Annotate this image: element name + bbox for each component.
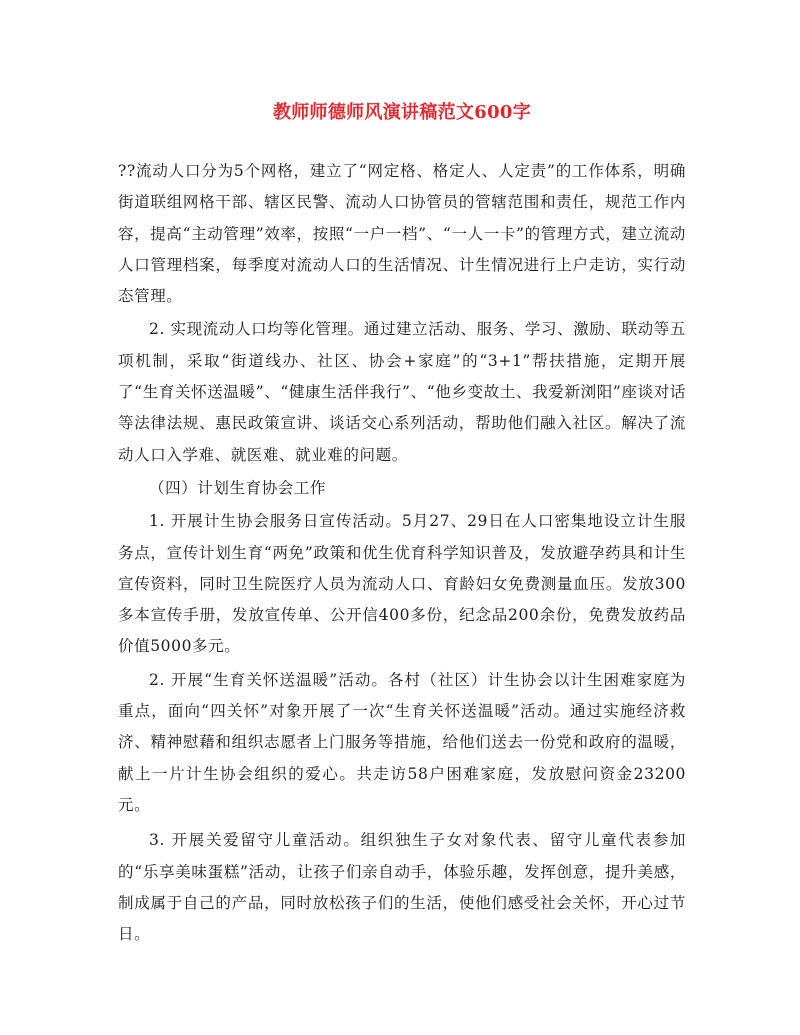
document-page xyxy=(118,100,686,950)
paragraph-equalized-management: 2. 实现流动人口均等化管理。通过建立活动、服务、学习、激励、联动等五项机制，采取“街道线办、社区、协会+家庭”的“3+1”帮扶措施，定期开展了“生育关怀送温暖”、“健康生活伴我行”、“他乡变故土、我爱新浏阳”座谈对话等法律法规、惠民政策宣讲、谈话交心系列活动，帮助他们融入社区。解决了流动人口入学难、就医难、就业难的问题。 xyxy=(118,320,686,464)
document-title: 教师师德师风演讲稿范文600字 xyxy=(272,102,532,123)
paragraph-grid-management: ??流动人口分为5个网格，建立了“网定格、格定人、人定责”的工作体系，明确街道联组网格干部、辖区民警、流动人口协管员的管辖范围和责任，规范工作内容，提高“主动管理”效率，按照“一户一档”、“一人一卡”的管理方式，建立流动人口管理档案，每季度对流动人口的生活情况、计生情况进行上户走访，实行动态管理。 xyxy=(118,162,686,306)
paragraph-left-behind-children-activity: 3. 开展关爱留守儿童活动。组织独生子女对象代表、留守儿童代表参加的“乐享美味蛋糕”活动，让孩子们亲自动手，体验乐趣，发挥创意，提升美感，制成属于自己的产品，同时放松孩子们的生活，使他们感受社会关怀，开心过节日。 xyxy=(118,831,686,944)
paragraph-care-warmth-activity: 2. 开展“生育关怀送温暖”活动。各村（社区）计生协会以计生困难家庭为重点，面向“四关怀”对象开展了一次“生育关怀送温暖”活动。通过实施经济救济、精神慰藉和组织志愿者上门服务等措施，给他们送去一份党和政府的温暖，献上一片计生协会组织的爱心。共走访58户困难家庭，发放慰问资金23200元。 xyxy=(118,670,686,814)
paragraph-service-day-campaign: 1. 开展计生协会服务日宣传活动。5月27、29日在人口密集地设立计生服务点，宣传计划生育“两免”政策和优生优育科学知识普及，发放避孕药具和计生宣传资料，同时卫生院医疗人员为流动人口、育龄妇女免费测量血压。发放300多本宣传手册，发放宣传单、公开信400多份，纪念品200余份，免费发放药品价值5000多元。 xyxy=(118,512,686,656)
section-heading-family-planning-association: （四）计划生育协会工作 xyxy=(149,478,327,497)
